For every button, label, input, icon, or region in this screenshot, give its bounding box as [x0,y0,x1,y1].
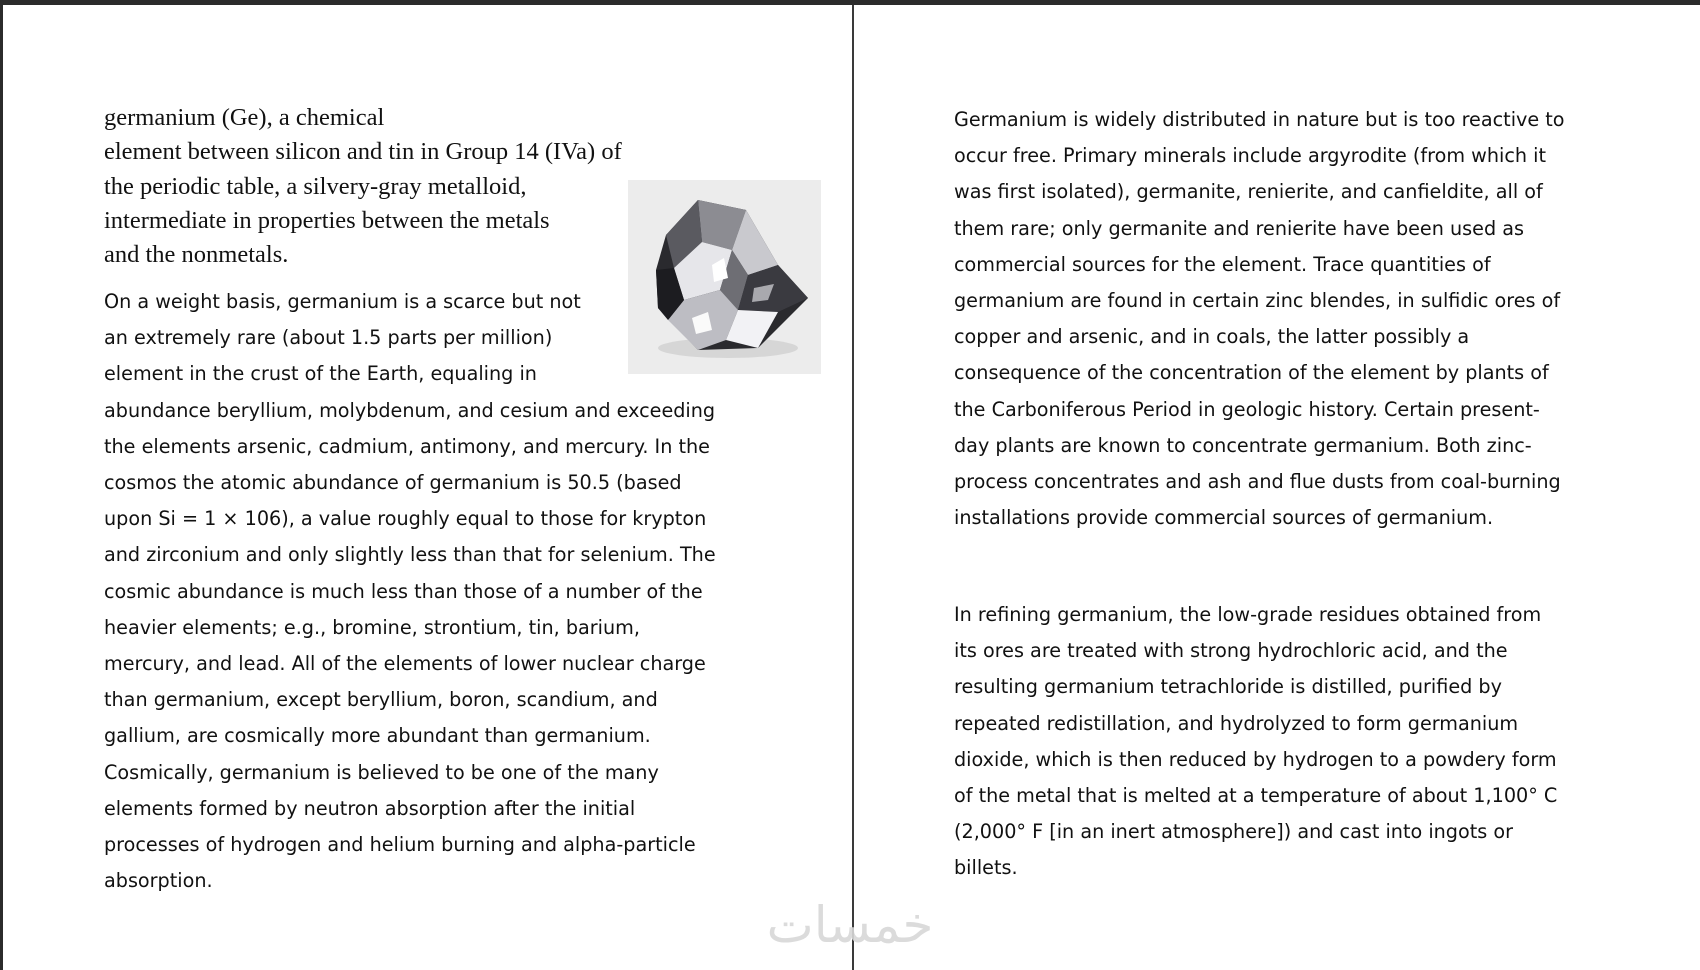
intro-line: element between silicon and tin in Group 14 (IVa) of [104,138,622,166]
body-line: cosmos the atomic abundance of germanium is 50.5 (based [104,471,682,495]
body-line: cosmic abundance is much less than those of a number of the [104,579,703,603]
body-line: installations provide commercial sources of germanium. [954,506,1494,530]
body-line: In refining germanium, the low-grade residues obtained from [954,603,1542,626]
watermark-logo: خمسات [766,896,934,954]
body-line: its ores are treated with strong hydrochloric acid, and the [954,639,1508,663]
body-line: mercury, and lead. All of the elements of lower nuclear charge [104,652,706,676]
body-line: the Carboniferous Period in geologic history. Certain present- [954,397,1540,421]
intro-definition [104,101,704,272]
body-line: of the metal that is melted at a temperature of about 1,100° C [954,784,1558,808]
distribution-paragraph [954,102,1634,536]
refining-paragraph [954,597,1634,887]
intro-line: intermediate in properties between the metals [104,206,550,234]
body-line: commercial sources for the element. Trace quantities of [954,252,1491,276]
body-line: dioxide, which is then reduced by hydrogen to a powdery form [954,747,1557,771]
body-line: and zirconium and only slightly less than that for selenium. The [104,543,716,567]
body-line: Germanium is widely distributed in nature but is too reactive to [954,108,1565,131]
body-line: heavier elements; e.g., bromine, strontium, tin, barium, [104,615,640,639]
body-line: resulting germanium tetrachloride is distilled, purified by [954,675,1502,699]
body-line: consequence of the concentration of the element by plants of [954,361,1549,385]
body-line: On a weight basis, germanium is a scarce but not [104,290,581,313]
body-line: element in the crust of the Earth, equaling in [104,362,537,386]
body-line: an extremely rare (about 1.5 parts per million) [104,326,553,350]
body-line: the elements arsenic, cadmium, antimony, and mercury. In the [104,434,710,458]
body-line: copper and arsenic, and in coals, the latter possibly a [954,325,1470,349]
body-line: repeated redistillation, and hydrolyzed to form germanium [954,711,1519,735]
body-line: than germanium, except beryllium, boron, scandium, and [104,688,658,712]
intro-line: germanium (Ge), a chemical [104,104,385,131]
body-line: absorption. [104,869,213,893]
body-line: day plants are known to concentrate germanium. Both zinc- [954,433,1532,457]
body-line: them rare; only germanite and renierite have been used as [954,216,1524,240]
right-page [854,0,1700,970]
body-line: processes of hydrogen and helium burning and alpha-particle [104,833,696,857]
intro-line: the periodic table, a silvery-gray metalloid, [104,172,527,200]
body-line: Cosmically, germanium is believed to be one of the many [104,760,659,784]
body-line: elements formed by neutron absorption after the initial [104,796,636,820]
body-line: process concentrates and ash and flue dusts from coal-burning [954,470,1561,494]
body-line: gallium, are cosmically more abundant than germanium. [104,724,651,748]
abundance-paragraph [104,284,754,899]
body-line: was first isolated), germanite, renierite, and canfieldite, all of [954,180,1543,204]
body-line: billets. [954,856,1018,880]
left-page [3,0,852,970]
body-line: upon Si = 1 × 106), a value roughly equal to those for krypton [104,507,707,531]
intro-line: and the nonmetals. [104,241,289,269]
body-line: occur free. Primary minerals include argyrodite (from which it [954,144,1547,168]
body-line: germanium are found in certain zinc blendes, in sulfidic ores of [954,289,1561,313]
body-line: abundance beryllium, molybdenum, and cesium and exceeding [104,398,716,422]
body-line: (2,000° F [in an inert atmosphere]) and cast into ingots or [954,820,1513,844]
